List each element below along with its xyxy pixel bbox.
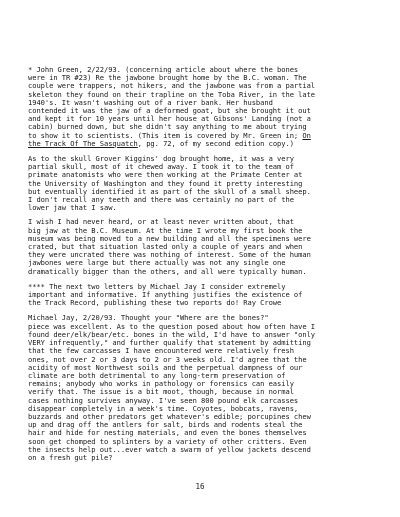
page-number: 16 (195, 482, 205, 491)
paragraph-editor-note: **** The next two letters by Michael Jay I consider extremely important and informative. If anything justifies the existence of the Track Record, publishing these two reports do! Ray Crowe (28, 281, 303, 308)
paragraph-kiggins-skull: As to the skull Grover Kiggins' dog brought home, it was a very partial skull, most of it chewed away. I took it to the team of primate anatomists who were then working at the Primate Center at the University of Washington and they found it pretty interesting but eventually identified it as part of the skull of a small sheep. I don't recall any teeth and there was certainly no part of the lower jaw that I saw. (28, 154, 311, 213)
paragraph-text: * John Green, 2/22/93. (concerning article about where the bones were in TR #23) Re the jawbone brought home by the B.C. woman. The couple were trappers, not hikers, and the jawbone was from a partial skeleton they found on their trapline on the Toba River, in the late 1940's. It wasn't washing out of a river bank. Her husband contended it was the jaw of a deformed goat, but she brought it out and kept it for 10 years until her house at Gibsons' Landing (not a cabin) burned down, but she didn't say anything to me about trying to show it to scientists. (This item is covered by Mr. Green in; (28, 65, 316, 140)
body-text (28, 66, 376, 462)
book-title-underlined: the Track Of The Sasquatch (28, 138, 138, 148)
book-title-underlined: On (302, 130, 311, 140)
paragraph-bc-museum-jaw: I wish I had never heard, or at least never written about, that big jaw at the B.C. Museum. At the time I wrote my first book the museum was being moved to a new building and all the specimens were crated, but that situation lasted only a couple of years and when they were uncrated there was nothing of interest. Some of the human jawbones were large but there actually was not any single one dramatically bigger than the others, and all were typically human. (28, 217, 311, 276)
paragraph-john-green (28, 66, 376, 148)
paragraph-michael-jay: Michael Jay, 2/20/93. Thought your "Where are the bones?" piece was excellent. As to the question posed about how often have I found deer/elk/bear/etc. bones in the wild, I'd have to answer "only VERY infrequently," and further qualify that statement by admitting that the few carcasses I have encountered were relatively fresh ones, not over 2 or 3 days to 2 or 3 weeks old. I'd agree that the acidity of most Northwest soils and the perpetual dampness of our climate are both detrimental to any long-term preservation of remains; anybody who works in pathology or forensics can easily verify that. The issue is a bit moot, though, because in normal cases nothing survives anyway. I've seen 800 pound elk carcasses disappear completely in a week's time. Coyotes, bobcats, ravens, buzzards and other predators get whatever's edible; porcupines chew up and drag off the antlers for salt, birds and rodents steal the hair and hide for nesting materials, and even the bones themselves soon get chomped to splinters by a variety of other critters. Even the insects help out...ever watch a swarm of yellow jackets descend on a fresh gut pile? (28, 313, 316, 462)
paragraph-text: , pg. 72, of my second edition copy.) (137, 138, 294, 148)
